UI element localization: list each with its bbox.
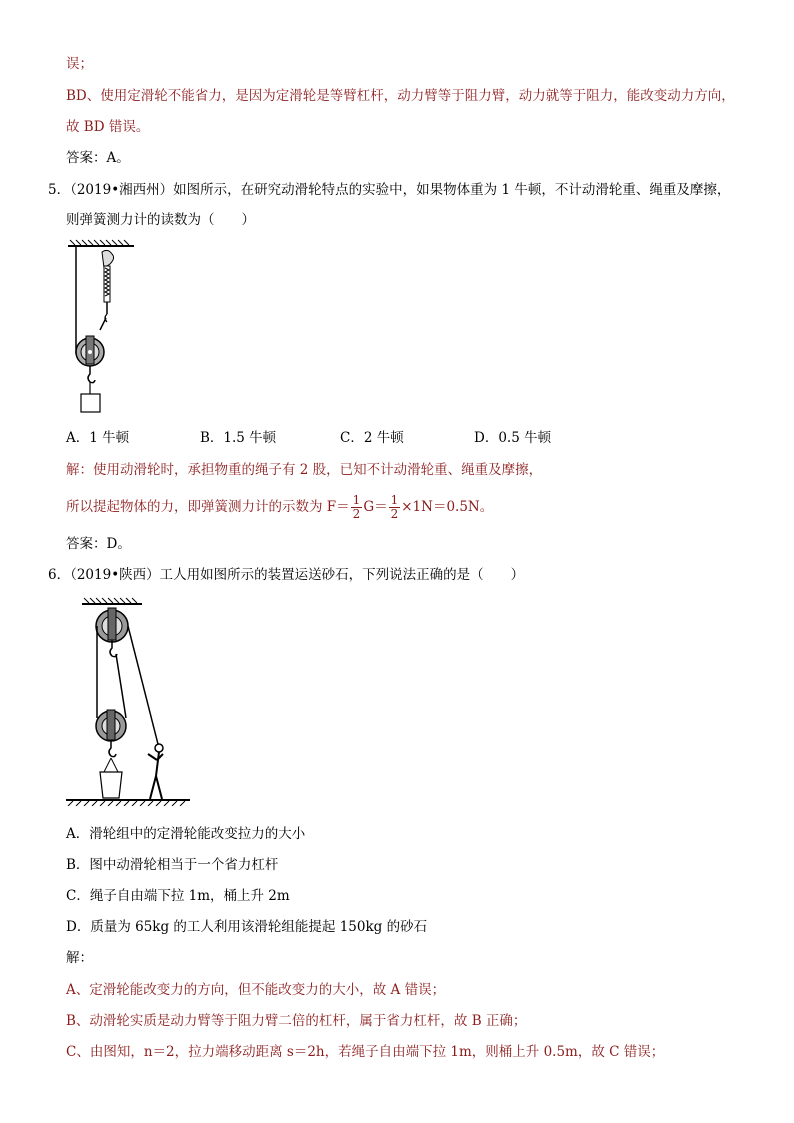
formula-suffix: ×1N＝0.5N。	[401, 499, 494, 515]
fraction-numerator: 1	[390, 493, 399, 507]
solution-text: B、动滑轮实质是动力臂等于阻力臂二倍的杠杆，属于省力杠杆，故 B 正确；	[66, 1013, 527, 1029]
option-b: B．1.5 牛顿	[200, 430, 277, 446]
question-6-figure	[64, 596, 192, 806]
solution-text: BD、使用定滑轮不能省力，是因为定滑轮是等臂杠杆，动力臂等于阻力臂，动力就等于阻力，能改变动力方向，	[66, 88, 735, 104]
solution-text: A、定滑轮能改变力的方向，但不能改变力的大小，故 A 错误；	[66, 982, 446, 998]
fraction-numerator: 1	[352, 493, 361, 507]
solution-text: 解：使用动滑轮时，承担物重的绳子有 2 股，已知不计动滑轮重、绳重及摩擦，	[66, 462, 543, 478]
option-c: C．绳子自由端下拉 1m，桶上升 2m	[66, 888, 290, 904]
option-a: A．滑轮组中的定滑轮能改变拉力的大小	[66, 826, 306, 842]
fraction	[351, 494, 363, 521]
fraction-denominator: 2	[390, 507, 399, 521]
question-5-text: 则弹簧测力计的读数为（ ）	[66, 212, 255, 228]
option-c: C．2 牛顿	[340, 430, 404, 446]
solution-formula	[66, 490, 493, 524]
formula-prefix: 所以提起物体的力，即弹簧测力计的示数为 F＝	[66, 499, 350, 515]
answer-text: 答案：A。	[66, 150, 130, 166]
option-b: B．图中动滑轮相当于一个省力杠杆	[66, 857, 279, 873]
question-5-text: 5．（2019•湘西州）如图所示，在研究动滑轮特点的实验中，如果物体重为 1 牛顿，不计动滑轮重、绳重及摩擦，	[48, 182, 731, 198]
solution-heading: 解：	[66, 950, 93, 966]
fraction-denominator: 2	[352, 507, 361, 521]
solution-text: 误；	[66, 56, 93, 72]
solution-text: 故 BD 错误。	[66, 119, 150, 135]
solution-text: C、由图知，n＝2，拉力端移动距离 s＝2h，若绳子自由端下拉 1m，则桶上升 0.5m，故 C 错误；	[66, 1044, 665, 1060]
fraction	[389, 494, 401, 521]
answer-text: 答案：D。	[66, 536, 131, 552]
question-6-text: 6．（2019•陕西）工人用如图所示的装置运送砂石，下列说法正确的是（ ）	[48, 567, 525, 583]
question-5-figure	[66, 238, 136, 414]
option-a: A．1 牛顿	[66, 430, 130, 446]
option-d: D．质量为 65kg 的工人利用该滑轮组能提起 150kg 的砂石	[66, 919, 428, 935]
formula-middle: G＝	[363, 499, 388, 515]
option-d: D．0.5 牛顿	[474, 430, 552, 446]
